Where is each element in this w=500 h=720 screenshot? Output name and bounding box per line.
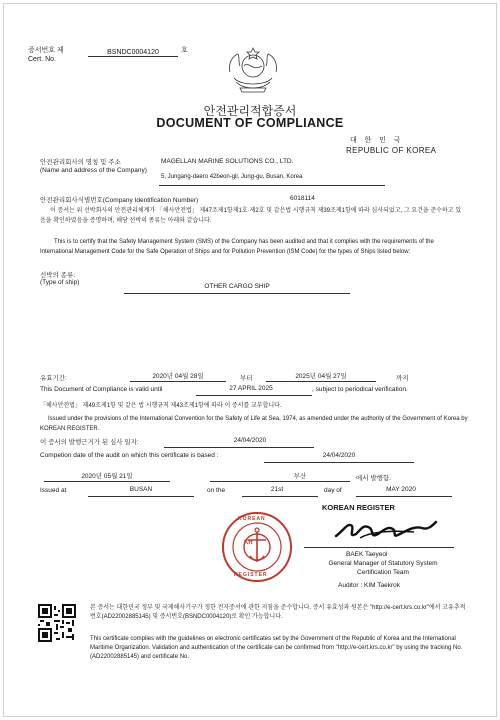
audit-en-underline <box>264 462 414 463</box>
auditor: Auditor : KIM Taekrok <box>338 582 401 589</box>
body-ko: 이 증서는 위 선박회사의 안전관리체계가 「해사안전법」 제47조제1항제1호·제2호 및 같은법 시행규칙 제39조제1항에 따라 심사되었고, 그 요건을 준수하고 있음을 확인하였음을 증명하며, 해당 선박의 종류는 아래와 같습니다. <box>40 208 461 224</box>
issued-month-year-underline <box>356 496 452 497</box>
audit-label-en: Competion date of the audit on which this certificate is based : <box>40 452 219 459</box>
cert-no-label-en: Cert. No. <box>28 56 57 63</box>
validity-bu: 부터 <box>240 375 253 382</box>
company-address: 5, Jungang-daero 42beon-gil, Jung-gu, Busan, Korea <box>161 174 303 180</box>
seal-bottom-text: REGISTER <box>234 572 268 578</box>
audit-date-en: 24/04/2020 <box>322 452 356 459</box>
issued-place-ko-underline <box>210 481 350 482</box>
body-en: This is to certify that the Safety Management System (SMS) of the Company has been audited and that it complies with the requirements of the International Management Code for the Safe Operation of Ships and for Pollution Prevention (ISM Code) for the types of Ships listed below: <box>40 239 434 255</box>
title-ko: 안전관리적합증서 <box>203 104 297 118</box>
ship-label-en: (Type of ship) <box>40 279 80 286</box>
signature-org: KOREAN REGISTER <box>322 503 395 512</box>
issued-date-underline <box>44 481 170 482</box>
ship-label-ko: 선박의 종류: <box>40 272 76 279</box>
seal-center: KR <box>244 540 253 546</box>
cert-no-label-ko: 증서번호 제 <box>28 47 64 54</box>
issued-place-en: BUSAN <box>129 486 153 493</box>
issued-suffix-ko: 에서 발행함. <box>356 475 392 482</box>
validity-until-underline <box>266 381 376 382</box>
validity-from-underline <box>130 381 226 382</box>
signature-scribble <box>330 512 440 546</box>
issuance-ko: 「해사안전법」 제49조제1항 및 같은 법 시행규칙 제43조제1항에 따라 이 증서를 교부합니다. <box>40 403 282 409</box>
signatory-name: BAEK Taeyeol <box>346 551 388 558</box>
issued-day-underline <box>242 496 318 497</box>
signatory-title2: Certification Team <box>357 569 409 576</box>
korean-register-seal-icon <box>220 510 294 584</box>
validity-en-prefix: This Document of Compliance is valid until <box>40 386 163 393</box>
cert-no-suffix-ko: 호 <box>181 47 188 54</box>
issued-at-label: Issued at <box>40 487 67 494</box>
issued-month-year: MAY 2020 <box>386 486 416 493</box>
country-en: REPUBLIC OF KOREA <box>346 146 437 155</box>
company-id-number: 6018114 <box>290 195 315 202</box>
validity-until-ko: 2025년 04월 27일 <box>295 373 347 380</box>
issued-place-ko: 부산 <box>293 473 307 480</box>
audit-label-ko: 이 증서의 발행근거가 된 심사 일자: <box>40 439 139 446</box>
company-label-ko: 안전관리회사의 명칭 및 주소 <box>40 159 121 166</box>
issued-day: 21st <box>270 486 284 493</box>
validity-until-en: 27 APRIL 2025 <box>229 385 273 392</box>
korea-emblem-icon <box>224 42 282 94</box>
ship-type-underline <box>124 293 350 294</box>
audit-ko-underline <box>164 447 314 448</box>
issued-date-ko: 2020년 05월 21일 <box>81 473 133 480</box>
validity-en-underline <box>196 395 312 396</box>
footer-en: This certificate complies with the guidelines on electronic certificates set by the Government of the Republic of Korea and the International Maritime Organization. Validation and authentication of the certificate can be confirmed from "http://e-cert.krs.co.kr" by using the tracking No.(AD22002885145) and certificate No. <box>90 636 463 660</box>
cert-number: BSNDC0004120 <box>88 49 178 57</box>
validity-en-suffix: , subject to periodical verification. <box>312 386 408 393</box>
validity-from-ko: 2020년 04월 28일 <box>152 373 204 380</box>
qr-code-icon <box>38 604 76 642</box>
seal-top-text: KOREAN <box>238 516 266 522</box>
validity-label-ko: 유효기간: <box>40 375 67 382</box>
company-id-label: 안전관리회사식별번호(Company Identification Number) <box>40 197 199 204</box>
validity-kkaji: 까지 <box>396 375 409 382</box>
company-label-en: (Name and address of the Company) <box>40 167 147 174</box>
issued-place-en-underline <box>88 496 194 497</box>
company-name: MAGELLAN MARINE SOLUTIONS CO., LTD. <box>161 158 294 165</box>
audit-date-ko: 24/04/2020 <box>233 437 267 444</box>
ship-type: OTHER CARGO SHIP <box>204 283 270 290</box>
issuance-en: Issued under the provisions of the International Convention for the Safety of Life at Sea, 1974, as amended under the authority of the Government of Korea by KOREAN REGISTER. <box>40 416 468 432</box>
issued-day-of: day of <box>324 487 342 494</box>
title-en: DOCUMENT OF COMPLIANCE <box>156 116 344 130</box>
signature-line <box>304 547 454 548</box>
country-ko: 대 한 민 국 <box>350 137 401 144</box>
issued-on-label: on the <box>207 487 226 494</box>
signatory-title1: General Manager of Statutory System <box>328 560 438 567</box>
footer-ko: 본 증서는 대한민국 정부 및 국제해사기구가 정한 전자증서에 관한 지침을 준수합니다. 증서 유효성과 원본은 "http://e-cert.krs.co.kr"에서 고유추적번호(AD22002885145) 및 증서번호(BSNDC0004120)로 확인 가능합니다. <box>90 605 466 620</box>
address-underline <box>159 185 385 186</box>
certificate-page <box>3 3 497 717</box>
